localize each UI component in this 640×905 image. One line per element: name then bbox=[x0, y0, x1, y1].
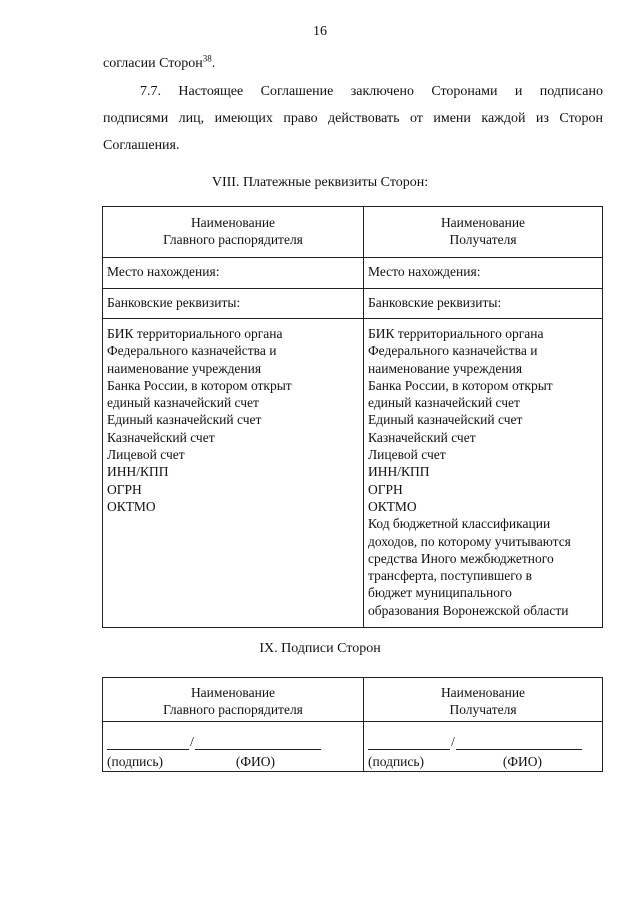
detail-line: Банка России, в котором открыт bbox=[368, 377, 553, 393]
signature-label: (подпись) bbox=[368, 754, 425, 769]
detail-line: Лицевой счет bbox=[107, 447, 185, 463]
detail-line: наименование учреждения bbox=[107, 360, 262, 376]
section-9-heading: IX. Подписи Сторон bbox=[259, 641, 381, 656]
right-party-header: Наименование Получателя bbox=[364, 207, 603, 258]
detail-line: ОКТМО bbox=[107, 498, 156, 514]
detail-line: Единый казначейский счет bbox=[368, 412, 523, 428]
right-location-cell: Место нахождения: bbox=[364, 258, 603, 289]
signature-blank bbox=[368, 735, 450, 750]
section-8-heading: VIII. Платежные реквизиты Сторон: bbox=[211, 175, 429, 190]
detail-line: Казначейский счет bbox=[107, 429, 215, 445]
right-bank-details bbox=[364, 319, 603, 628]
name-label: (ФИО) bbox=[502, 754, 542, 769]
detail-line: ОКТМО bbox=[368, 498, 417, 514]
detail-line: БИК территориального органа bbox=[107, 326, 283, 341]
name-label: (ФИО) bbox=[235, 754, 275, 769]
detail-line: единый казначейский счет bbox=[107, 395, 259, 411]
detail-line: ОГРН bbox=[107, 481, 142, 497]
detail-line: бюджет муниципального bbox=[368, 585, 512, 601]
page-number: 16 bbox=[313, 24, 327, 39]
name-blank bbox=[456, 735, 582, 750]
detail-line: Федерального казначейства и bbox=[107, 343, 277, 359]
paragraph-line-1 bbox=[103, 55, 603, 73]
signature-blank bbox=[107, 735, 189, 750]
detail-line: БИК территориального органа bbox=[368, 326, 544, 341]
detail-line: трансферта, поступившего в bbox=[368, 568, 532, 584]
signatures-table bbox=[102, 677, 603, 772]
paragraph-line-3: подписями лиц, имеющих право действовать от имени каждой из Сторон bbox=[103, 111, 603, 126]
detail-line: доходов, по которому учитываются bbox=[368, 533, 571, 549]
left-bank-details bbox=[103, 319, 364, 628]
right-signature-line bbox=[368, 722, 598, 750]
left-signature-block bbox=[103, 722, 364, 772]
detail-line: наименование учреждения bbox=[368, 360, 523, 376]
detail-line: единый казначейский счет bbox=[368, 395, 520, 411]
payment-details-table bbox=[102, 206, 603, 628]
right-bank-cell: Банковские реквизиты: bbox=[364, 289, 603, 319]
detail-line: Банка России, в котором открыт bbox=[107, 377, 292, 393]
separator-slash: / bbox=[190, 733, 194, 749]
detail-line: Код бюджетной классификации bbox=[368, 516, 551, 532]
left-bank-cell: Банковские реквизиты: bbox=[103, 289, 364, 319]
right-signature-labels bbox=[368, 750, 542, 770]
detail-line: ИНН/КПП bbox=[368, 464, 430, 480]
detail-line: ИНН/КПП bbox=[107, 464, 169, 480]
paragraph-line-4: Соглашения. bbox=[103, 138, 180, 153]
right-signature-block bbox=[364, 722, 603, 772]
name-blank bbox=[195, 735, 321, 750]
paragraph-line-2: 7.7. Настоящее Соглашение заключено Сторонами и подписано bbox=[140, 84, 603, 99]
detail-line: Единый казначейский счет bbox=[107, 412, 262, 428]
left-signature-header: Наименование Главного распорядителя bbox=[103, 678, 364, 722]
left-signature-labels bbox=[107, 750, 275, 770]
detail-line: Федерального казначейства и bbox=[368, 343, 538, 359]
footnote-reference: 38 bbox=[202, 53, 212, 64]
left-location-cell: Место нахождения: bbox=[103, 258, 364, 289]
paragraph-period: . bbox=[211, 56, 216, 71]
paragraph-text: согласии Сторон bbox=[103, 56, 203, 71]
detail-line: образования Воронежской области bbox=[368, 602, 569, 618]
left-party-header: Наименование Главного распорядителя bbox=[103, 207, 364, 258]
right-signature-header: Наименование Получателя bbox=[364, 678, 603, 722]
detail-line: Лицевой счет bbox=[368, 447, 446, 463]
detail-line: средства Иного межбюджетного bbox=[368, 550, 554, 566]
separator-slash: / bbox=[451, 733, 455, 749]
signature-label: (подпись) bbox=[107, 754, 164, 769]
detail-line: ОГРН bbox=[368, 481, 403, 497]
left-signature-line bbox=[107, 722, 359, 750]
detail-line: Казначейский счет bbox=[368, 429, 476, 445]
